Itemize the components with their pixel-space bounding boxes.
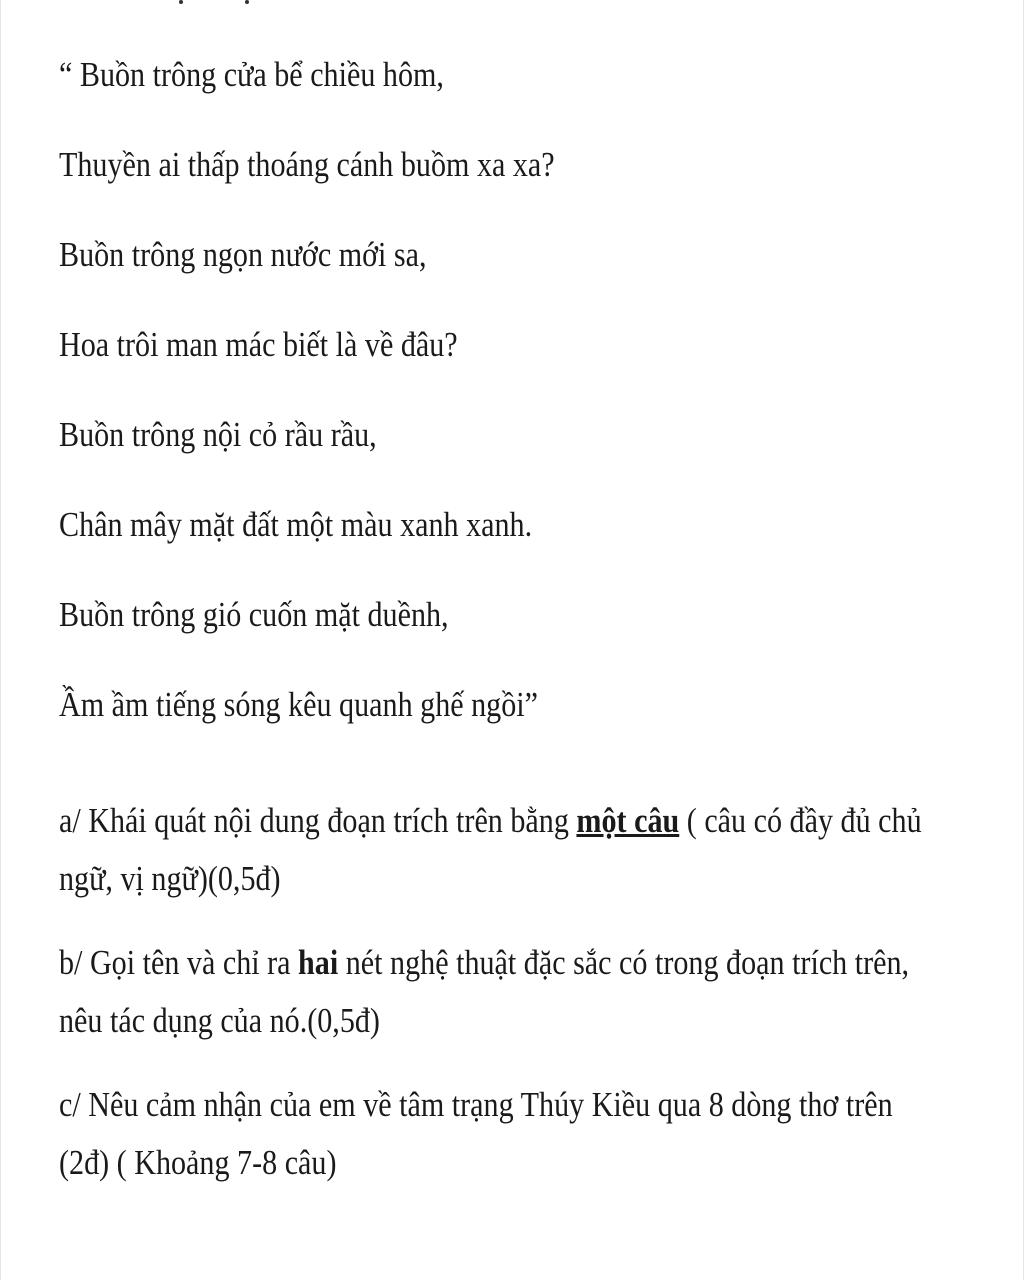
poem-line-8: Ầm ầm tiếng sóng kêu quanh ghế ngồi”: [59, 685, 539, 724]
top-dot: [179, 0, 183, 4]
top-dot: [245, 0, 249, 4]
question-c: [59, 1076, 953, 1192]
question-a-line-1: [59, 792, 953, 850]
poem-line-2: Thuyền ai thấp thoáng cánh buồm xa xa?: [59, 145, 555, 184]
question-b-line-1: [59, 934, 953, 992]
question-b-emphasis: hai: [298, 943, 339, 982]
poem-line-7: Buồn trông gió cuốn mặt duềnh,: [59, 595, 449, 634]
question-b-suffix: nét nghệ thuật đặc sắc có trong đoạn trích trên,: [338, 943, 910, 982]
top-edge-marks: [171, 0, 261, 8]
question-a-line-2: ngữ, vị ngữ)(0,5đ): [59, 859, 281, 898]
question-b: [59, 934, 953, 1050]
poem-line-6: Chân mây mặt đất một màu xanh xanh.: [59, 505, 533, 544]
question-a-emphasis: một câu: [576, 801, 680, 840]
question-b-prefix: b/ Gọi tên và chỉ ra: [59, 943, 299, 982]
question-b-line-2: nêu tác dụng của nó.(0,5đ): [59, 1001, 380, 1040]
poem-excerpt: [59, 52, 979, 772]
question-a-prefix: a/ Khái quát nội dung đoạn trích trên bằng: [59, 801, 577, 840]
poem-line-3: Buồn trông ngọn nước mới sa,: [59, 235, 427, 274]
poem-line-4: Hoa trôi man mác biết là về đâu?: [59, 325, 458, 364]
question-a-suffix: ( câu có đầy đủ chủ: [679, 801, 922, 840]
question-c-line-1: c/ Nêu cảm nhận của em về tâm trạng Thúy Kiều qua 8 dòng thơ trên: [59, 1085, 893, 1124]
question-a: [59, 792, 953, 908]
poem-line-1: “ Buồn trông cửa bể chiều hôm,: [59, 55, 444, 94]
question-list: [59, 792, 1024, 1218]
question-c-line-2: (2đ) ( Khoảng 7-8 câu): [59, 1143, 337, 1182]
poem-line-5: Buồn trông nội cỏ rầu rầu,: [59, 415, 377, 454]
